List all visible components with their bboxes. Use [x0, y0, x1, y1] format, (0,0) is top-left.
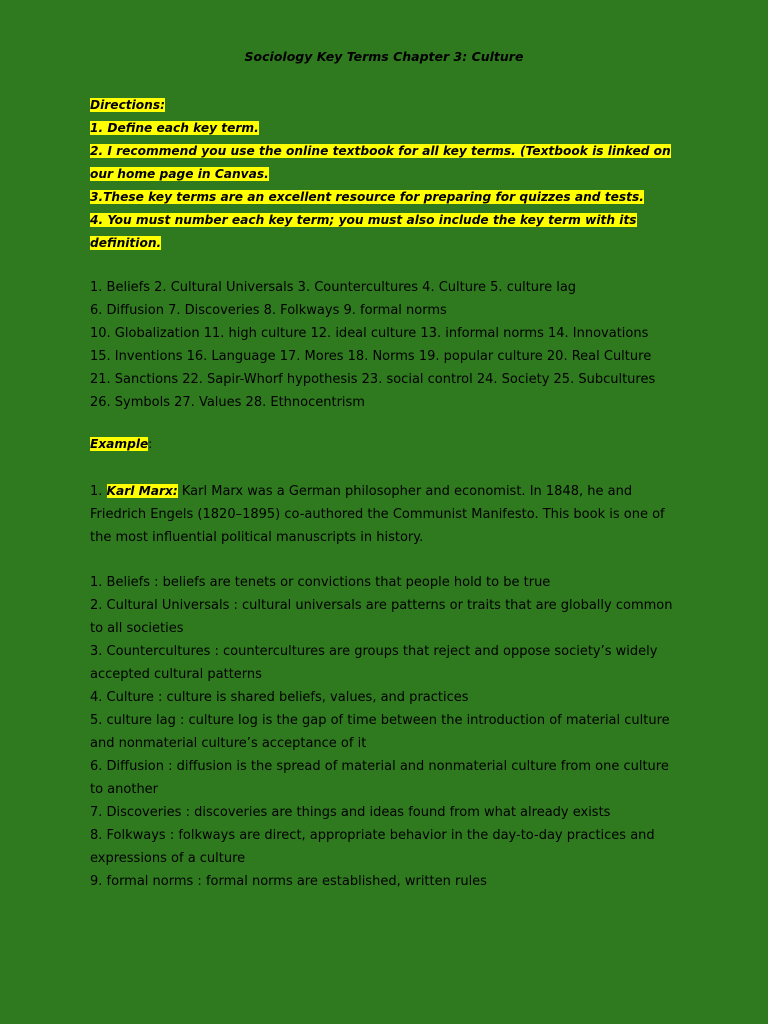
definitions-list	[90, 571, 675, 893]
directions-heading: Directions:	[90, 98, 165, 112]
key-terms-row: 21. Sanctions 22. Sapir-Whorf hypothesis 23. social control 24. Society 25. Subcultures	[90, 372, 656, 387]
definition-item: 7. Discoveries : discoveries are things and ideas found from what already exists	[90, 805, 611, 820]
definition-item: 4. Culture : culture is shared beliefs, values, and practices	[90, 690, 469, 705]
example-entry	[90, 480, 675, 549]
key-terms-row: 1. Beliefs 2. Cultural Universals 3. Countercultures 4. Culture 5. culture lag	[90, 280, 577, 295]
key-terms-row: 15. Inventions 16. Language 17. Mores 18. Norms 19. popular culture 20. Real Culture	[90, 349, 652, 364]
definition-item: 6. Diffusion : diffusion is the spread of material and nonmaterial culture from one culture to another	[90, 759, 669, 797]
example-heading	[90, 434, 152, 454]
direction-item	[90, 186, 676, 209]
definition-item: 9. formal norms : formal norms are established, written rules	[90, 874, 487, 889]
definition-item: 2. Cultural Universals : cultural universals are patterns or traits that are globally common to all societies	[90, 598, 673, 636]
key-terms-row: 26. Symbols 27. Values 28. Ethnocentrism	[90, 395, 365, 410]
definition-item: 8. Folkways : folkways are direct, appropriate behavior in the day-to-day practices and expressions of a culture	[90, 828, 655, 866]
example-term: Karl Marx:	[106, 484, 178, 498]
definition-item: 3. Countercultures : countercultures are groups that reject and oppose society’s widely accepted cultural patterns	[90, 644, 658, 682]
direction-item-text: 2. I recommend you use the online textbook for all key terms. (Textbook is linked on our home page in Canvas.	[90, 144, 671, 181]
example-number: 1.	[90, 484, 103, 499]
directions-heading-line	[90, 94, 676, 117]
direction-item-text: 3.These key terms are an excellent resource for preparing for quizzes and tests.	[90, 190, 644, 204]
direction-item	[90, 117, 676, 140]
direction-item	[90, 140, 676, 186]
example-colon: :	[148, 437, 153, 451]
direction-item-text: 1. Define each key term.	[90, 121, 259, 135]
key-terms-row: 10. Globalization 11. high culture 12. ideal culture 13. informal norms 14. Innovations	[90, 326, 649, 341]
direction-item-text: 4. You must number each key term; you must also include the key term with its definition.	[90, 213, 637, 250]
direction-item	[90, 209, 676, 255]
example-text: Karl Marx was a German philosopher and economist. In 1848, he and Friedrich Engels (1820–1895) co-authored the Communist Manifesto. This book is one of the most influential political manuscripts in history.	[90, 484, 665, 545]
definition-item: 5. culture lag : culture log is the gap of time between the introduction of material culture and nonmaterial culture’s acceptance of it	[90, 713, 670, 751]
definition-item: 1. Beliefs : beliefs are tenets or convictions that people hold to be true	[90, 575, 551, 590]
key-terms-list	[90, 276, 690, 414]
page-title: Sociology Key Terms Chapter 3: Culture	[244, 49, 524, 64]
key-terms-row: 6. Diffusion 7. Discoveries 8. Folkways 9. formal norms	[90, 303, 447, 318]
directions-block	[90, 94, 676, 255]
example-label: Example	[90, 437, 149, 451]
